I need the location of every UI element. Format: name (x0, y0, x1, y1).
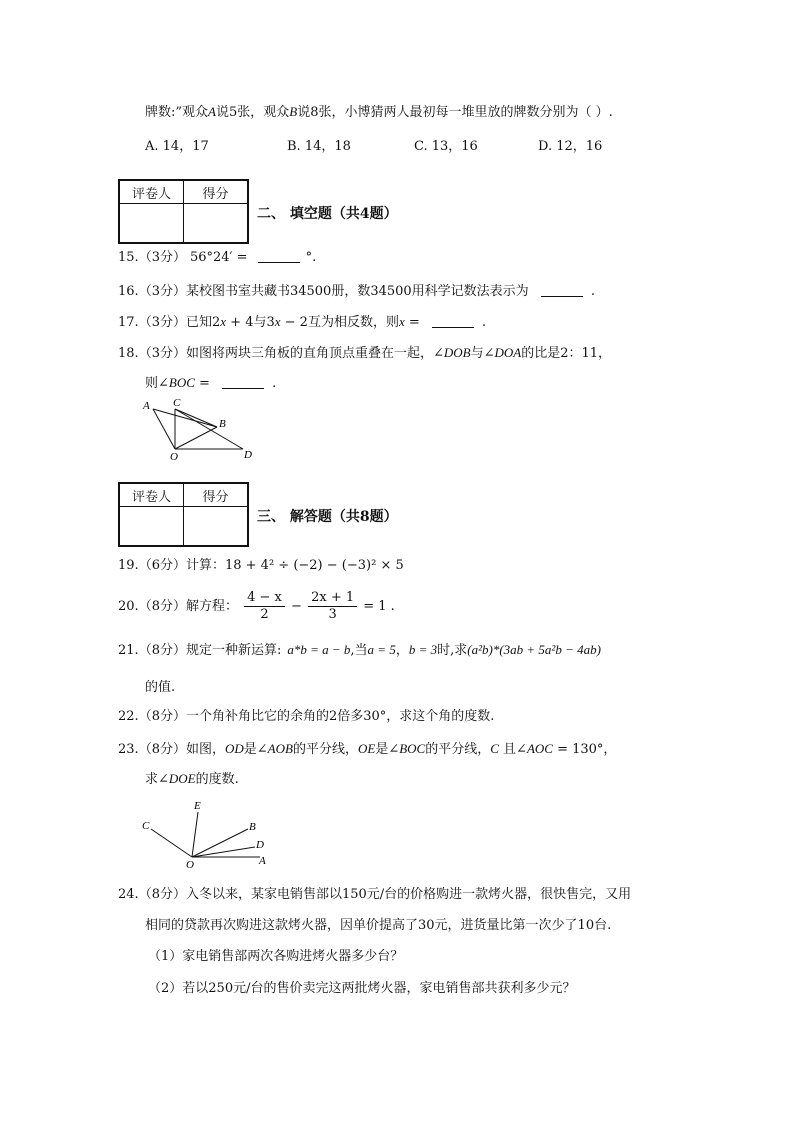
grade-table (118, 179, 249, 244)
answer-blank[interactable] (432, 327, 474, 328)
label-b: B (219, 418, 226, 430)
var-a: A (208, 104, 216, 119)
grader-header: 评卷人 (119, 180, 184, 204)
question-23: 23.（8分）如图，OD是∠AOB的平分线，OE是∠BOC的平分线，C 且∠AOC = 130°， (118, 741, 617, 757)
q14-text: 说8张，小博猜两人最初每一堆里放的牌数分别为（ ）. (297, 105, 613, 120)
question-24-line2: 相同的贷款再次购进这款烤火器，因单价提高了30元，进货量比第一次少了10台. (145, 918, 612, 933)
answer-blank[interactable] (258, 262, 300, 263)
question-19: 19.（6分）计算：18 + 4² ÷ (−2) − (−3)² × 5 (118, 558, 404, 573)
question-24-part2: （2）若以250元/台的售价卖完这两批烤火器，家电销售部共获利多少元？ (148, 981, 576, 996)
fraction-2: $\frac{2x + 1}{3}$ (308, 590, 357, 623)
grader-header: 评卷人 (119, 483, 184, 507)
q14-text: 说5张，观众 (215, 105, 290, 120)
q14-option-b[interactable]: B. 14，18 (287, 139, 351, 154)
section-title-answers: 三、 解答题（共8题） (257, 509, 398, 525)
answer-blank[interactable] (222, 388, 264, 389)
label-o: O (186, 859, 194, 870)
score-header: 得分 (184, 180, 249, 204)
q14-text: 牌数:”观众 (145, 105, 209, 120)
fraction-1: $\frac{4 - x}{2}$ (244, 590, 285, 623)
question-18-line2: 则∠BOC = . (145, 375, 277, 391)
label-e: E (194, 800, 201, 812)
question-16: 16.（3分）某校图书室共藏书34500册，数34500用科学记数法表示为 . (118, 284, 595, 299)
question-21-line2: 的值. (145, 680, 176, 695)
score-cell[interactable] (184, 204, 249, 244)
section-title-fill-in: 二、 填空题（共4题） (257, 206, 398, 222)
q14-option-c[interactable]: C. 13，16 (414, 139, 478, 154)
question-15: 15.（3分） 56°24′ = °. (118, 250, 317, 265)
question-18: 18.（3分）如图将两块三角板的直角顶点重叠在一起，∠DOB与∠DOA的比是2：11， (118, 345, 612, 361)
label-c: C (173, 397, 181, 409)
angle-figure (138, 798, 278, 870)
label-a: A (143, 400, 150, 412)
label-d: D (256, 839, 264, 851)
triangle-figure (140, 396, 260, 464)
question-23-line2: 求∠DOE的度数. (145, 771, 239, 787)
score-header: 得分 (184, 483, 249, 507)
question-21: 21.（8分）规定一种新运算: a*b = a − b,当a = 5，b = 3时,求(a²b)*(3ab + 5a²b − 4ab) (118, 642, 601, 658)
label-a: A (259, 855, 266, 867)
grader-cell[interactable] (119, 204, 184, 244)
question-24: 24.（8分）入冬以来，某家电销售部以150元/台的价格购进一款烤火器，很快售完，又用 (118, 887, 632, 902)
q14-option-d[interactable]: D. 12，16 (538, 139, 603, 154)
var-b: B (289, 104, 298, 119)
question-20: 20.（8分）解方程： $\frac{4 - x}{2}$ − $\frac{2x + 1}{3}$ = 1 . (118, 590, 395, 622)
q14-option-a[interactable]: A. 14，17 (145, 139, 209, 154)
q14-tail-line (145, 103, 613, 122)
score-cell[interactable] (184, 507, 249, 547)
question-22: 22.（8分）一个角补角比它的余角的2倍多30°，求这个角的度数. (118, 709, 495, 724)
label-d: D (244, 449, 252, 461)
grade-table (118, 482, 249, 547)
question-24-part1: （1）家电销售部两次各购进烤火器多少台？ (148, 949, 404, 964)
label-b: B (249, 821, 256, 833)
answer-blank[interactable] (541, 296, 583, 297)
label-c: C (142, 820, 150, 832)
question-17: 17.（3分）已知2x + 4与3x − 2互为相反数，则x = . (118, 314, 487, 330)
grader-cell[interactable] (119, 507, 184, 547)
label-o: O (170, 451, 178, 463)
